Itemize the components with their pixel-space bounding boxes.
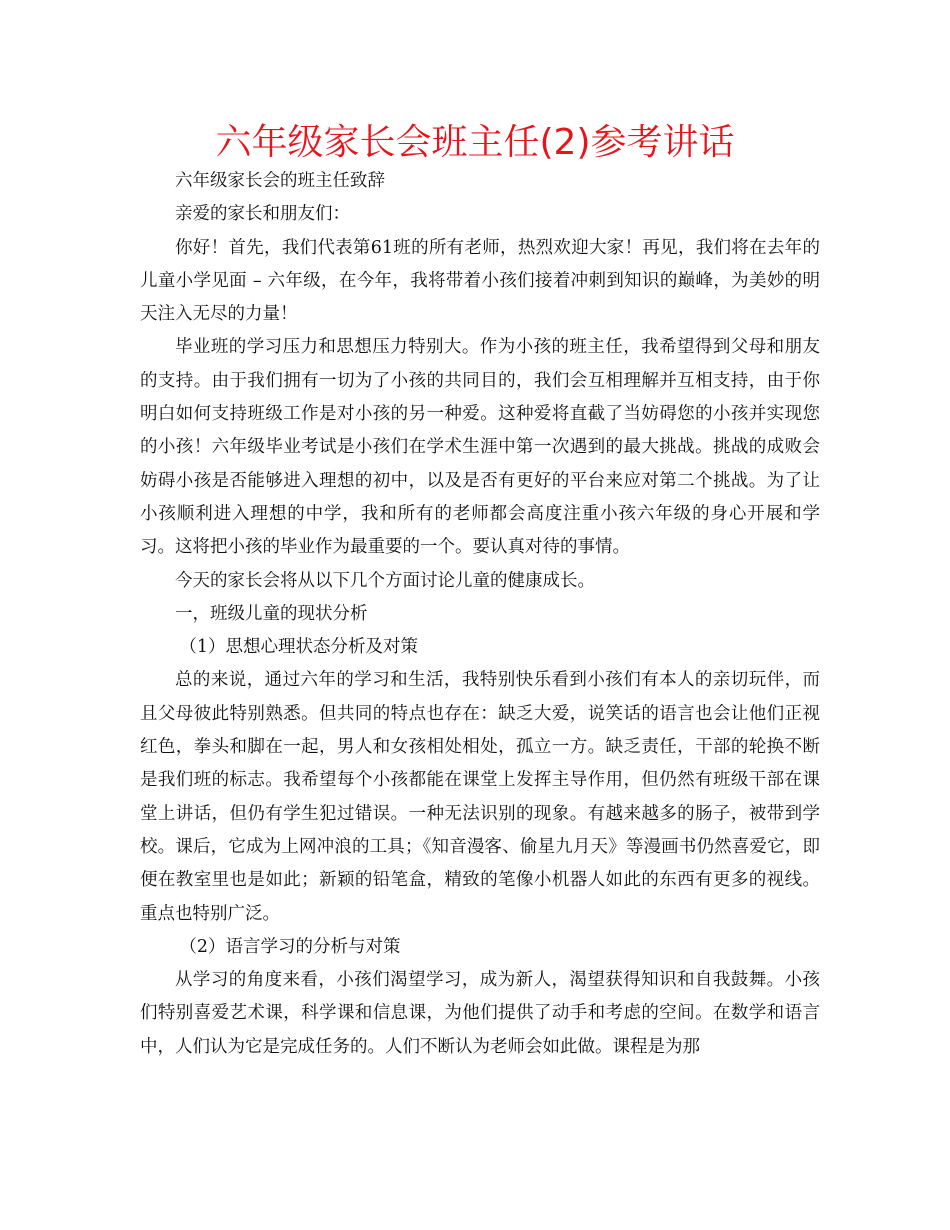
- subsection-heading-language-learning: （2）语言学习的分析与对策: [179, 936, 401, 957]
- section-heading-class-analysis: 一，班级儿童的现状分析: [175, 603, 368, 624]
- paragraph-language-learning: 从学习的角度来看，小孩们渴望学习，成为新人，渴望获得知识和自我鼓舞。小孩们特别喜爱艺术课，科学课和信息课，为他们提供了动手和考虑的空间。在数学和语言中，人们认为它是完成任务的。人们不断认为老师会如此做。课程是为那: [140, 970, 820, 1057]
- paragraph-greeting: 亲爱的家长和朋友们：: [175, 204, 350, 225]
- paragraph-meeting-topics: 今天的家长会将从以下几个方面讨论儿童的健康成长。: [175, 570, 595, 591]
- document-body: [140, 165, 820, 1064]
- paragraph-mental-state: 总的来说，通过六年的学习和生活，我特别快乐看到小孩们有本人的亲切玩伴，而且父母彼此特别熟悉。但共同的特点也存在：缺乏大爱，说笑话的语言也会让他们正视红色，拳头和脚在一起，男人和女孩相处相处，孤立一方。缺乏责任，干部的轮换不断是我们班的标志。我希望每个小孩都能在课堂上发挥主导作用，但仍然有班级干部在课堂上讲话，但仍有学生犯过错误。一种无法识别的现象。有越来越多的肠子，被带到学校。课后，它成为上网冲浪的工具；《知音漫客、偷星九月天》等漫画书仍然喜爱它，即便在教室里也是如此；新颖的铅笔盒，精致的笔像小机器人如此的东西有更多的视线。重点也特别广泛。: [140, 670, 820, 924]
- subsection-heading-mental-state: （1）思想心理状态分析及对策: [179, 637, 419, 658]
- paragraph-subtitle: 六年级家长会的班主任致辞: [175, 171, 385, 191]
- paragraph-welcome: 你好！首先，我们代表第61班的所有老师，热烈欢迎大家！再见，我们将在去年的儿童小学见面 – 六年级，在今年，我将带着小孩们接着冲刺到知识的巅峰，为美妙的明天注入无尽的力量！: [140, 237, 820, 325]
- document-title: 六年级家长会班主任(2)参考讲话: [215, 122, 735, 163]
- paragraph-graduation-pressure: 毕业班的学习压力和思想压力特别大。作为小孩的班主任，我希望得到父母和朋友的支持。由于我们拥有一切为了小孩的共同目的，我们会互相理解并互相支持，由于你明白如何支持班级工作是对小孩的另一种爱。这种爱将直截了当妨碍您的小孩并实现您的小孩！六年级毕业考试是小孩们在学术生涯中第一次遇到的最大挑战。挑战的成败会妨碍小孩是否能够进入理想的初中，以及是否有更好的平台来应对第二个挑战。为了让小孩顺利进入理想的中学，我和所有的老师都会高度注重小孩六年级的身心开展和学习。这将把小孩的毕业作为最重要的一个。要认真对待的事情。: [140, 337, 820, 558]
